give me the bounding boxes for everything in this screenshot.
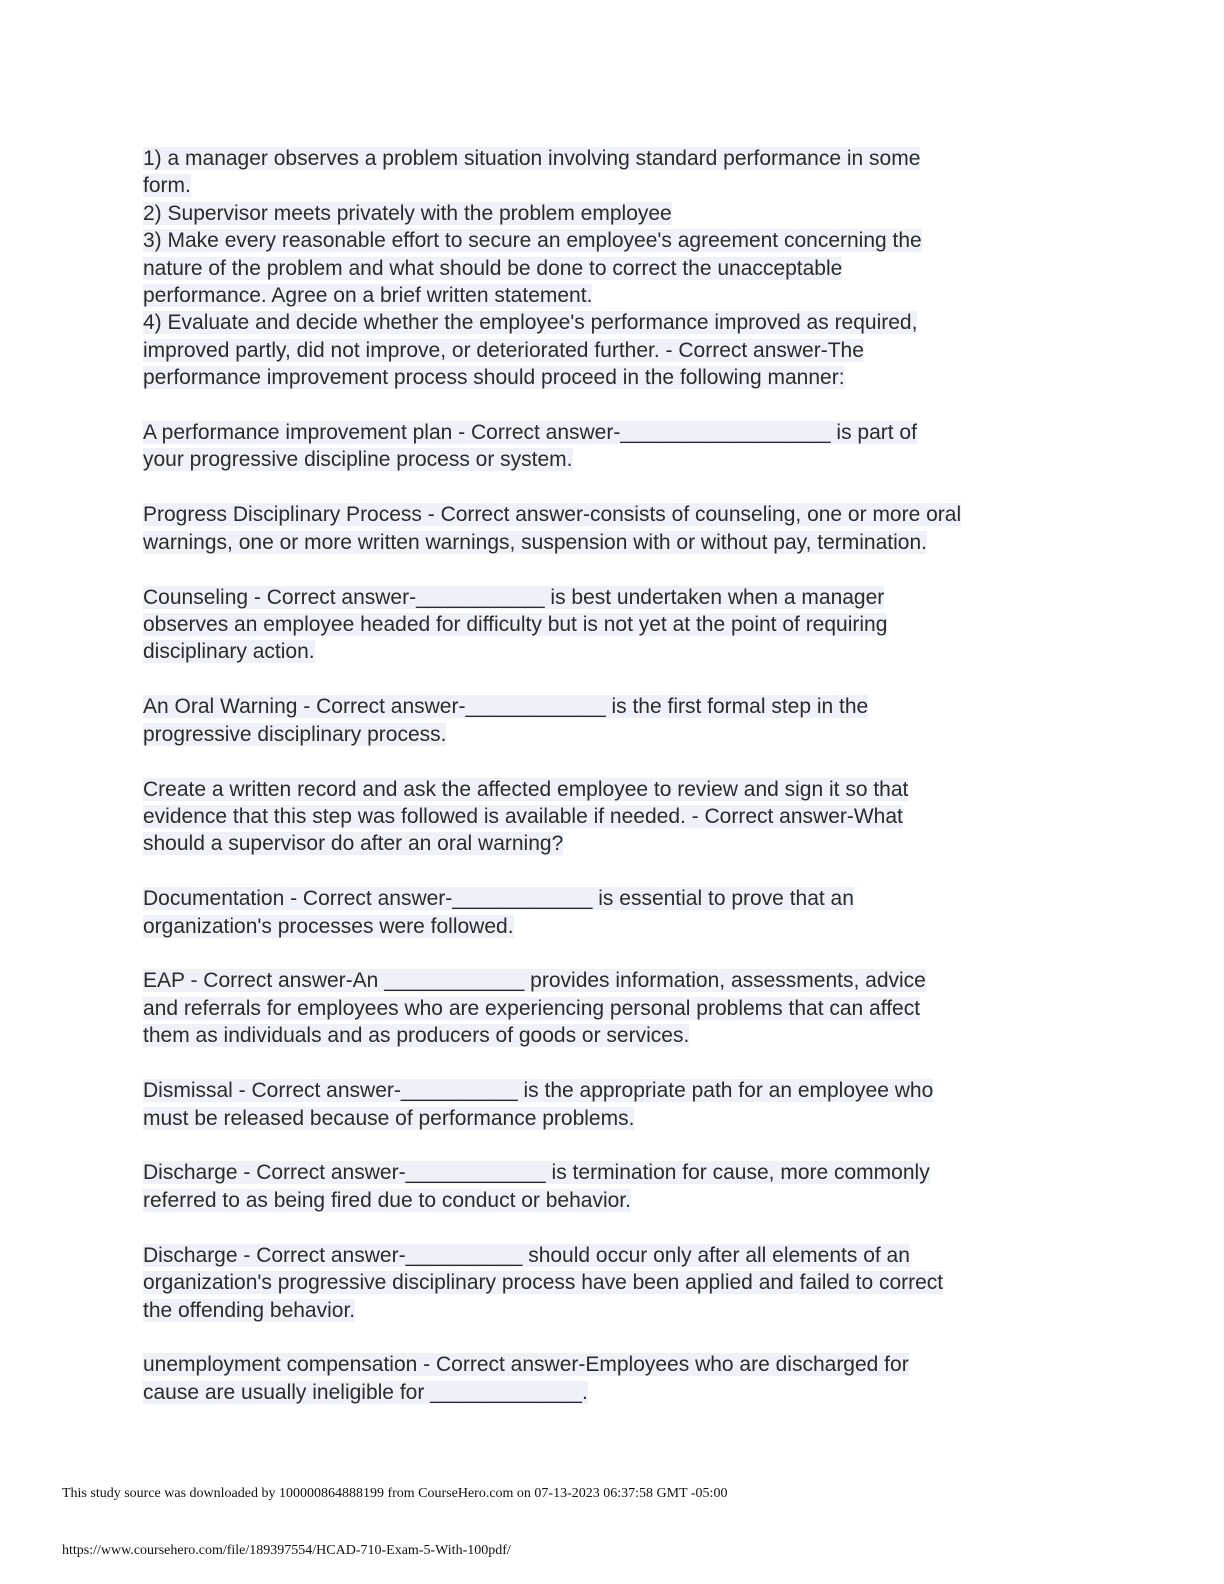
qa-block-discharge-1 <box>143 1159 1083 1214</box>
text-line: Discharge - Correct answer-__________ should occur only after all elements of an <box>143 1243 910 1267</box>
qa-block-written-record <box>143 776 1083 858</box>
text-line: form. <box>143 174 191 198</box>
text-line: Documentation - Correct answer-____________ is essential to prove that an <box>143 887 854 911</box>
qa-block-process-steps <box>143 145 1083 392</box>
text-line: your progressive discipline process or system. <box>143 448 573 472</box>
text-line: them as individuals and as producers of goods or services. <box>143 1024 690 1048</box>
text-line: 1) a manager observes a problem situation involving standard performance in some <box>143 147 921 170</box>
text-line: 4) Evaluate and decide whether the employee's performance improved as required, <box>143 311 918 335</box>
text-line: should a supervisor do after an oral warning? <box>143 832 564 856</box>
text-line: cause are usually ineligible for _____________. <box>143 1380 588 1404</box>
text-line: must be released because of performance problems. <box>143 1106 635 1130</box>
qa-block-progress-disciplinary <box>143 501 1083 556</box>
text-line: 3) Make every reasonable effort to secure an employee's agreement concerning the <box>143 229 922 253</box>
text-line: organization's progressive disciplinary process have been applied and failed to correct <box>143 1271 944 1295</box>
text-line: organization's processes were followed. <box>143 914 514 938</box>
text-line: nature of the problem and what should be done to correct the unacceptable <box>143 256 843 280</box>
text-line: unemployment compensation - Correct answer-Employees who are discharged for <box>143 1353 909 1377</box>
qa-block-improvement-plan <box>143 419 1083 474</box>
text-line: improved partly, did not improve, or deteriorated further. - Correct answer-The <box>143 338 864 362</box>
text-line: EAP - Correct answer-An ____________ provides information, assessments, advice <box>143 969 926 993</box>
footer-source-note: This study source was downloaded by 100000864888199 from CourseHero.com on 07-13-2023 06:37:58 GMT -05:00 <box>62 1486 728 1501</box>
text-line: performance. Agree on a brief written statement. <box>143 283 593 307</box>
text-line: observes an employee headed for difficulty but is not yet at the point of requiring <box>143 612 888 636</box>
text-line: warnings, one or more written warnings, suspension with or without pay, termination. <box>143 530 927 554</box>
qa-block-dismissal <box>143 1077 1083 1132</box>
qa-block-eap <box>143 967 1083 1049</box>
qa-block-oral-warning <box>143 693 1083 748</box>
qa-block-discharge-2 <box>143 1242 1083 1324</box>
text-line: A performance improvement plan - Correct answer-__________________ is part of <box>143 421 917 445</box>
text-line: and referrals for employees who are experiencing personal problems that can affect <box>143 996 921 1020</box>
text-line: 2) Supervisor meets privately with the problem employee <box>143 201 672 225</box>
text-line: the offending behavior. <box>143 1298 356 1322</box>
footer-url-link[interactable]: https://www.coursehero.com/file/189397554/HCAD-710-Exam-5-With-100pdf/ <box>62 1543 511 1558</box>
text-line: Dismissal - Correct answer-__________ is the appropriate path for an employee who <box>143 1079 934 1103</box>
text-line: referred to as being fired due to conduct or behavior. <box>143 1188 631 1212</box>
text-line: An Oral Warning - Correct answer-____________ is the first formal step in the <box>143 695 869 719</box>
text-line: progressive disciplinary process. <box>143 722 447 746</box>
document-body <box>143 145 1083 1434</box>
text-line: Discharge - Correct answer-____________ is termination for cause, more commonly <box>143 1161 930 1185</box>
qa-block-unemployment <box>143 1351 1083 1406</box>
qa-block-documentation <box>143 885 1083 940</box>
text-line: Counseling - Correct answer-___________ is best undertaken when a manager <box>143 585 885 609</box>
text-line: performance improvement process should proceed in the following manner: <box>143 366 845 390</box>
qa-block-counseling <box>143 584 1083 666</box>
text-line: disciplinary action. <box>143 640 315 664</box>
text-line: Progress Disciplinary Process - Correct answer-consists of counseling, one or more oral <box>143 503 962 527</box>
text-line: Create a written record and ask the affected employee to review and sign it so that <box>143 777 909 801</box>
text-line: evidence that this step was followed is available if needed. - Correct answer-What <box>143 804 903 828</box>
